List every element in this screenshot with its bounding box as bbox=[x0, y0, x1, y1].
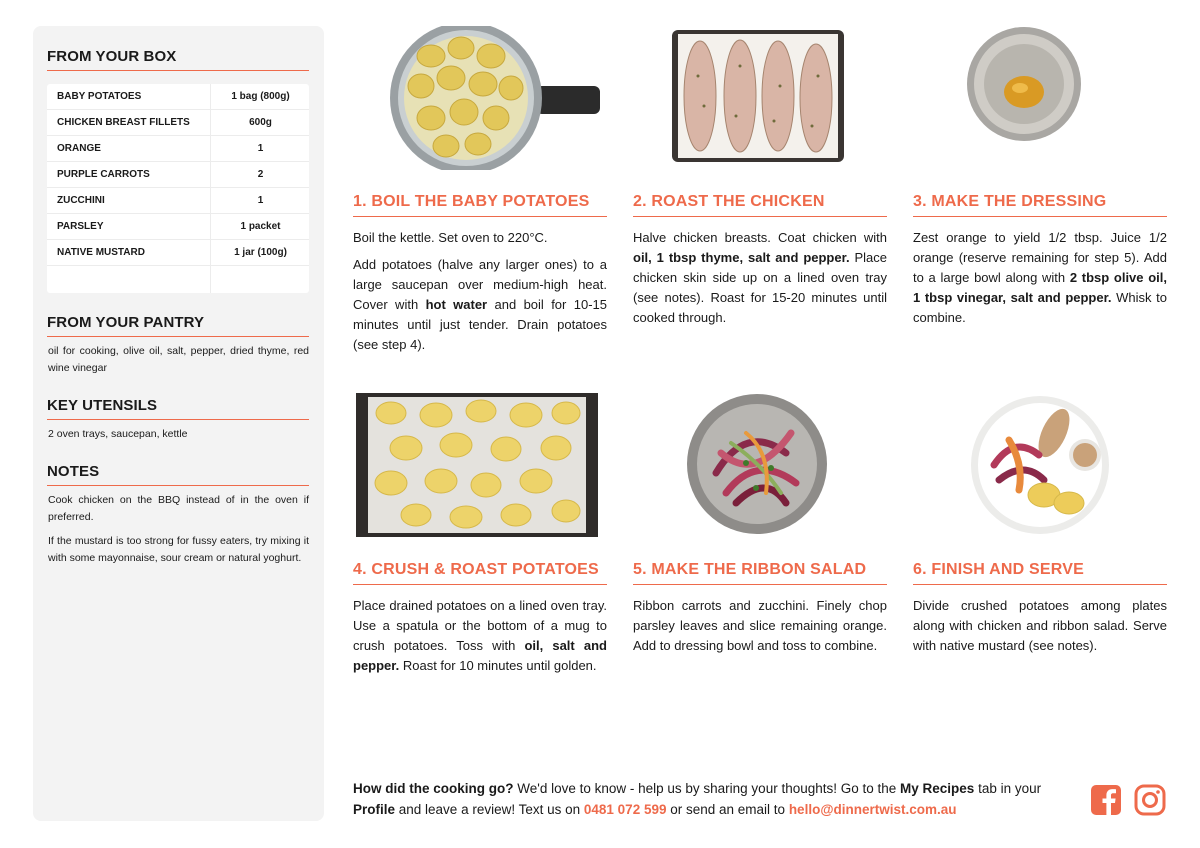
note-1: Cook chicken on the BBQ instead of in the oven if preferred. bbox=[48, 494, 309, 523]
utensils-heading-rule bbox=[47, 419, 309, 420]
crushed-potatoes-tray-photo bbox=[356, 393, 598, 537]
utensils-heading: KEY UTENSILS bbox=[47, 397, 158, 414]
ingredient-name: ZUCCHINI bbox=[57, 195, 105, 206]
ingredient-qty: 2 bbox=[257, 169, 264, 180]
plated-dish-photo bbox=[969, 395, 1111, 535]
ingredient-qty: 600g bbox=[249, 117, 272, 128]
step-2-title: 2. ROAST THE CHICKEN bbox=[633, 193, 825, 210]
footer-text: or send an email to bbox=[666, 802, 789, 817]
ingredient-name: BABY POTATOES bbox=[57, 91, 142, 102]
step-6-title: 6. FINISH AND SERVE bbox=[913, 561, 1084, 578]
email-link[interactable]: hello@dinnertwist.com.au bbox=[788, 802, 957, 817]
notes-heading: NOTES bbox=[47, 463, 100, 480]
pantry-heading: FROM YOUR PANTRY bbox=[47, 314, 205, 331]
footer-text: tab in your bbox=[974, 781, 1042, 796]
footer-question: How did the cooking go? bbox=[353, 781, 514, 796]
note-2: If the mustard is too strong for fussy eaters, try mixing it with some mayonnaise, sour cream or natural yoghurt. bbox=[48, 535, 309, 564]
my-recipes-link[interactable]: My Recipes bbox=[900, 781, 975, 796]
step-6-body bbox=[913, 596, 1167, 663]
ingredient-name: CHICKEN BREAST FILLETS bbox=[57, 117, 190, 128]
ingredient-qty: 1 bbox=[257, 143, 264, 154]
footer-text: and leave a review! Text us on bbox=[395, 802, 584, 817]
table-row-empty bbox=[47, 266, 309, 292]
ingredient-qty: 1 packet bbox=[240, 221, 281, 232]
step-5-text: Ribbon carrots and zucchini. Finely chop parsley leaves and slice remaining orange. Add to dressing bowl and toss to combine. bbox=[633, 598, 887, 653]
step-1-rule bbox=[353, 216, 607, 217]
step-4-title: 4. CRUSH & ROAST POTATOES bbox=[353, 561, 599, 578]
table-row bbox=[47, 214, 309, 240]
pantry-text: oil for cooking, olive oil, salt, pepper, dried thyme, red wine vinegar bbox=[48, 345, 309, 374]
table-row bbox=[47, 110, 309, 136]
table-row bbox=[47, 240, 309, 266]
step-3-text: Whisk to combine. bbox=[913, 290, 1167, 325]
step-3-text: Zest orange to yield 1/2 tbsp. Juice 1/2 orange (reserve remaining for step 5). Add to a large bowl along with bbox=[913, 230, 1167, 285]
feedback-footer bbox=[353, 778, 1073, 820]
ingredient-qty: 1 bbox=[257, 195, 264, 206]
step-6-rule bbox=[913, 584, 1167, 585]
step-1-para-2 bbox=[353, 255, 607, 355]
dressing-bowl-photo bbox=[966, 26, 1082, 142]
ingredient-qty: 1 jar (100g) bbox=[234, 247, 287, 258]
box-heading-rule bbox=[47, 70, 309, 71]
step-3-rule bbox=[913, 216, 1167, 217]
step-6-text: Divide crushed potatoes among plates along with chicken and ribbon salad. Serve with native mustard (see notes). bbox=[913, 598, 1167, 653]
step-4-text: Roast for 10 minutes until golden. bbox=[399, 658, 597, 673]
ingredient-name: NATIVE MUSTARD bbox=[57, 247, 145, 258]
ingredient-name: PURPLE CARROTS bbox=[57, 169, 150, 180]
ingredient-name: ORANGE bbox=[57, 143, 101, 154]
table-row bbox=[47, 84, 309, 110]
step-2-body bbox=[633, 228, 887, 335]
step-2-text: Place chicken skin side up on a lined oven tray (see notes). Roast for 15-20 minutes until cooked through. bbox=[633, 250, 887, 325]
step-4-rule bbox=[353, 584, 607, 585]
ribbon-salad-photo bbox=[686, 393, 828, 535]
step-5-rule bbox=[633, 584, 887, 585]
table-row bbox=[47, 136, 309, 162]
chicken-tray-photo bbox=[670, 26, 846, 164]
ingredient-name: PARSLEY bbox=[57, 221, 104, 232]
step-1-para-1: Boil the kettle. Set oven to 220°C. bbox=[353, 230, 548, 245]
step-5-body bbox=[633, 596, 887, 663]
step-2-bold: oil, 1 tbsp thyme, salt and pepper. bbox=[633, 250, 850, 265]
step-4-body bbox=[353, 596, 607, 683]
step-1-title: 1. BOIL THE BABY POTATOES bbox=[353, 193, 590, 210]
ingredient-qty: 1 bag (800g) bbox=[231, 91, 290, 102]
box-heading: FROM YOUR BOX bbox=[47, 48, 177, 65]
facebook-icon[interactable] bbox=[1090, 784, 1122, 816]
step-3-title: 3. MAKE THE DRESSING bbox=[913, 193, 1107, 210]
instagram-icon[interactable] bbox=[1134, 784, 1166, 816]
boiling-potatoes-photo bbox=[386, 26, 602, 170]
pantry-heading-rule bbox=[47, 336, 309, 337]
step-1-bold: hot water bbox=[425, 297, 488, 312]
step-3-body bbox=[913, 228, 1167, 335]
step-3-bold: 2 tbsp olive oil, 1 tbsp vinegar, salt and pepper. bbox=[913, 270, 1167, 305]
table-row bbox=[47, 188, 309, 214]
footer-text: We'd love to know - help us by sharing your thoughts! Go to the bbox=[513, 781, 901, 796]
step-5-title: 5. MAKE THE RIBBON SALAD bbox=[633, 561, 867, 578]
step-1-text: and boil for 10-15 minutes until just tender. Drain potatoes (see step 4). bbox=[353, 297, 607, 352]
notes-heading-rule bbox=[47, 485, 309, 486]
utensils-text: 2 oven trays, saucepan, kettle bbox=[48, 428, 188, 440]
table-row bbox=[47, 162, 309, 188]
step-1-text: Add potatoes (halve any larger ones) to a large saucepan over medium-high heat. Cover with bbox=[353, 257, 607, 312]
step-4-text: Place drained potatoes on a lined oven tray. Use a spatula or the bottom of a mug to crush potatoes. Toss with bbox=[353, 598, 607, 653]
step-2-rule bbox=[633, 216, 887, 217]
sidebar bbox=[33, 26, 324, 821]
step-4-bold: oil, salt and pepper. bbox=[353, 638, 607, 673]
profile-link[interactable]: Profile bbox=[353, 802, 396, 817]
phone-link[interactable]: 0481 072 599 bbox=[583, 802, 667, 817]
step-1-body bbox=[353, 228, 607, 362]
ingredients-table bbox=[47, 84, 309, 293]
step-2-text: Halve chicken breasts. Coat chicken with bbox=[633, 230, 887, 245]
